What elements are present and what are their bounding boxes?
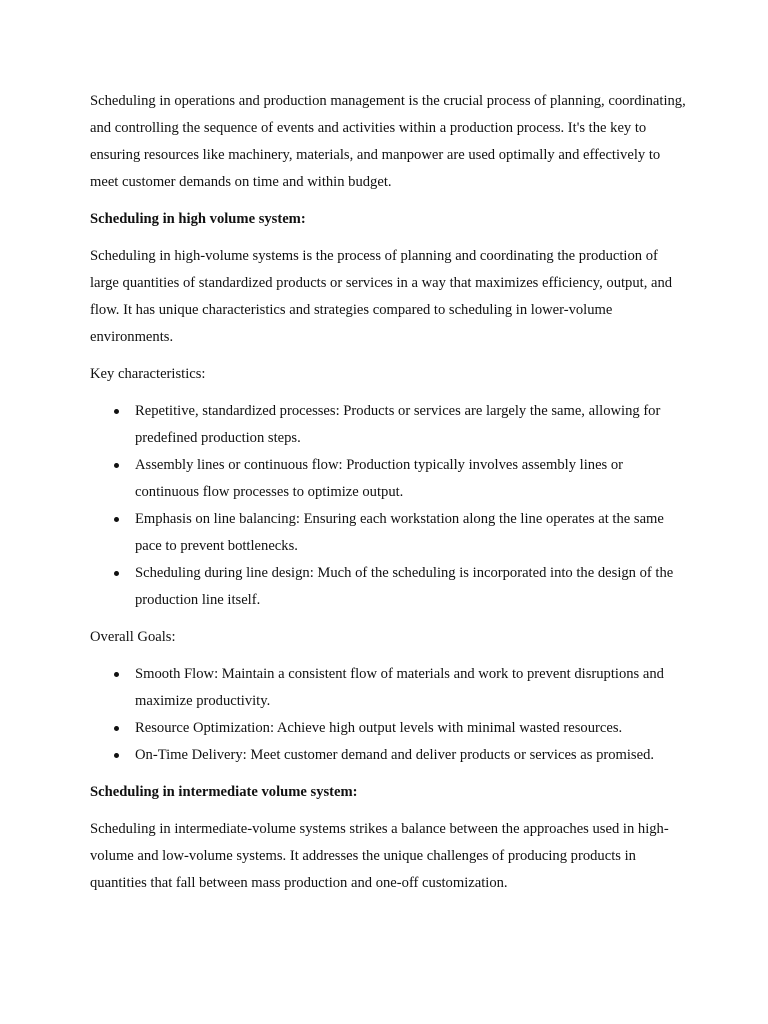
intro-paragraph: Scheduling in operations and production management is the crucial process of planning, coordinating, and controlling the sequence of events and activities within a production process. It's the key to ensuring resources like machinery, materials, and manpower are used optimally and effectively to meet customer demands on time and within budget. (90, 93, 686, 190)
list-item: Resource Optimization: Achieve high output levels with minimal wasted resources. (135, 715, 690, 742)
intermediate-volume-paragraph: Scheduling in intermediate-volume systems strikes a balance between the approaches used in high-volume and low-volume systems. It addresses the unique challenges of producing products in quantities that fall between mass production and one-off customization. (90, 821, 669, 891)
list-item: Repetitive, standardized processes: Products or services are largely the same, allowing for predefined production steps. (135, 398, 690, 452)
high-volume-paragraph: Scheduling in high-volume systems is the process of planning and coordinating the production of large quantities of standardized products or services in a way that maximizes efficiency, output, and flow. It has unique characteristics and strategies compared to scheduling in lower-volume environments. (90, 248, 673, 345)
key-characteristics-list (90, 398, 690, 614)
intermediate-volume-heading: Scheduling in intermediate volume system: (90, 784, 358, 800)
high-volume-heading: Scheduling in high volume system: (90, 211, 306, 227)
list-item: Smooth Flow: Maintain a consistent flow of materials and work to prevent disruptions and maximize productivity. (135, 661, 690, 715)
document-page (90, 88, 690, 907)
list-item: Scheduling during line design: Much of the scheduling is incorporated into the design of the production line itself. (135, 560, 690, 614)
key-characteristics-label: Key characteristics: (90, 366, 206, 382)
list-item: On-Time Delivery: Meet customer demand and deliver products or services as promised. (135, 742, 690, 769)
list-item: Emphasis on line balancing: Ensuring each workstation along the line operates at the same pace to prevent bottlenecks. (135, 506, 690, 560)
overall-goals-label: Overall Goals: (90, 629, 176, 645)
list-item: Assembly lines or continuous flow: Production typically involves assembly lines or continuous flow processes to optimize output. (135, 452, 690, 506)
overall-goals-list (90, 661, 690, 769)
